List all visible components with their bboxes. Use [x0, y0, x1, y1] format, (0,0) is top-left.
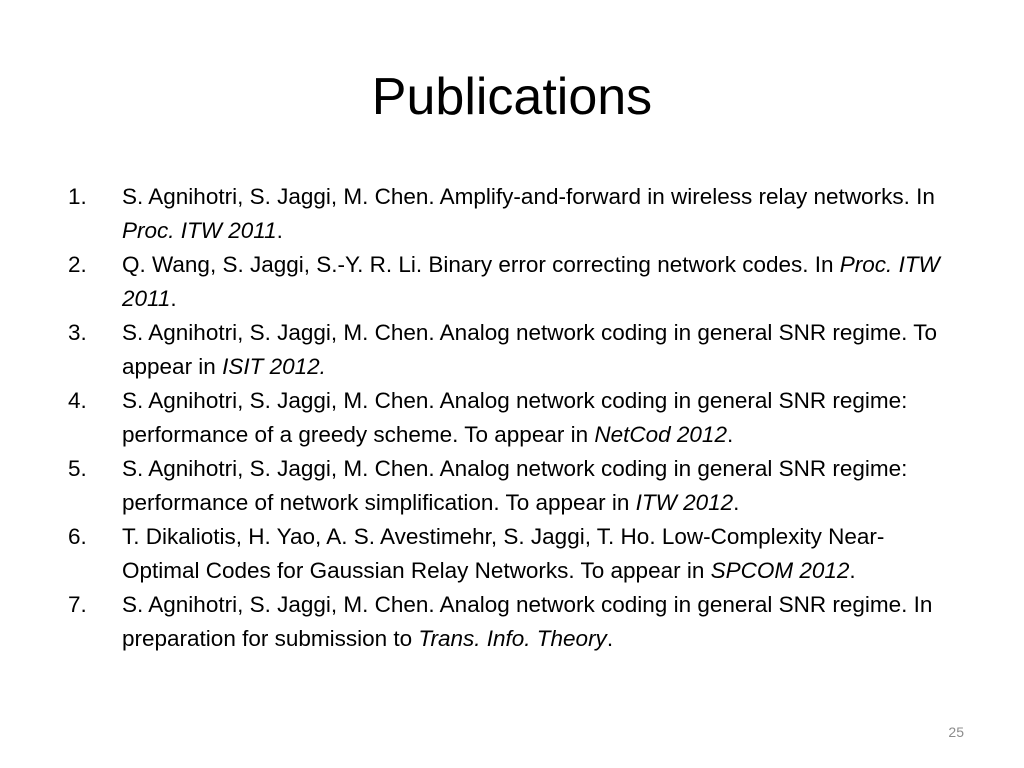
- publication-venue: ISIT 2012.: [222, 354, 326, 379]
- publication-venue: SPCOM 2012: [710, 558, 850, 583]
- publication-number: 6.: [68, 524, 87, 549]
- slide-title: Publications: [371, 68, 653, 126]
- page-number: 25: [948, 724, 964, 740]
- publication-end: .: [726, 422, 734, 447]
- publication-number: 4.: [68, 388, 87, 413]
- publication-venue: Proc. ITW 2011: [122, 218, 277, 243]
- publication-item: [68, 248, 948, 316]
- publication-item: [68, 452, 948, 520]
- publication-item: [68, 180, 948, 248]
- publication-venue: NetCod 2012: [594, 422, 727, 447]
- publication-end: .: [276, 218, 283, 243]
- publication-text: S. Agnihotri, S. Jaggi, M. Chen. Analog network coding in general SNR regime. In preparation for submission to: [122, 592, 933, 651]
- publication-item: [68, 588, 948, 656]
- publication-number: 2.: [68, 252, 87, 277]
- publication-end: .: [170, 286, 177, 311]
- publication-text: T. Dikaliotis, H. Yao, A. S. Avestimehr, S. Jaggi, T. Ho. Low-Complexity Near-Optimal Codes for Gaussian Relay Networks. To appear in: [122, 524, 885, 583]
- publication-text: S. Agnihotri, S. Jaggi, M. Chen. Analog network coding in general SNR regime. To appear in: [122, 320, 938, 379]
- publication-text: Q. Wang, S. Jaggi, S.-Y. R. Li. Binary error correcting network codes. In: [122, 252, 840, 277]
- publication-list: [68, 180, 948, 656]
- publication-number: 5.: [68, 456, 87, 481]
- publication-text: S. Agnihotri, S. Jaggi, M. Chen. Analog network coding in general SNR regime: performance of a greedy scheme. To appear in: [122, 388, 908, 447]
- publication-venue: ITW 2012: [635, 490, 734, 515]
- publication-number: 7.: [68, 592, 87, 617]
- publication-end: .: [606, 626, 614, 651]
- publication-item: [68, 384, 948, 452]
- publication-venue: Proc. ITW 2011: [122, 252, 940, 311]
- publication-number: 3.: [68, 320, 87, 345]
- publication-end: .: [733, 490, 740, 515]
- publication-end: .: [849, 558, 856, 583]
- publication-item: [68, 316, 948, 384]
- publication-number: 1.: [68, 184, 87, 209]
- publication-venue: Trans. Info. Theory: [418, 626, 607, 651]
- publication-text: S. Agnihotri, S. Jaggi, M. Chen. Analog network coding in general SNR regime: performance of network simplification. To appear in: [122, 456, 908, 515]
- publication-item: [68, 520, 948, 588]
- publication-text: S. Agnihotri, S. Jaggi, M. Chen. Amplify-and-forward in wireless relay networks. In: [122, 184, 935, 209]
